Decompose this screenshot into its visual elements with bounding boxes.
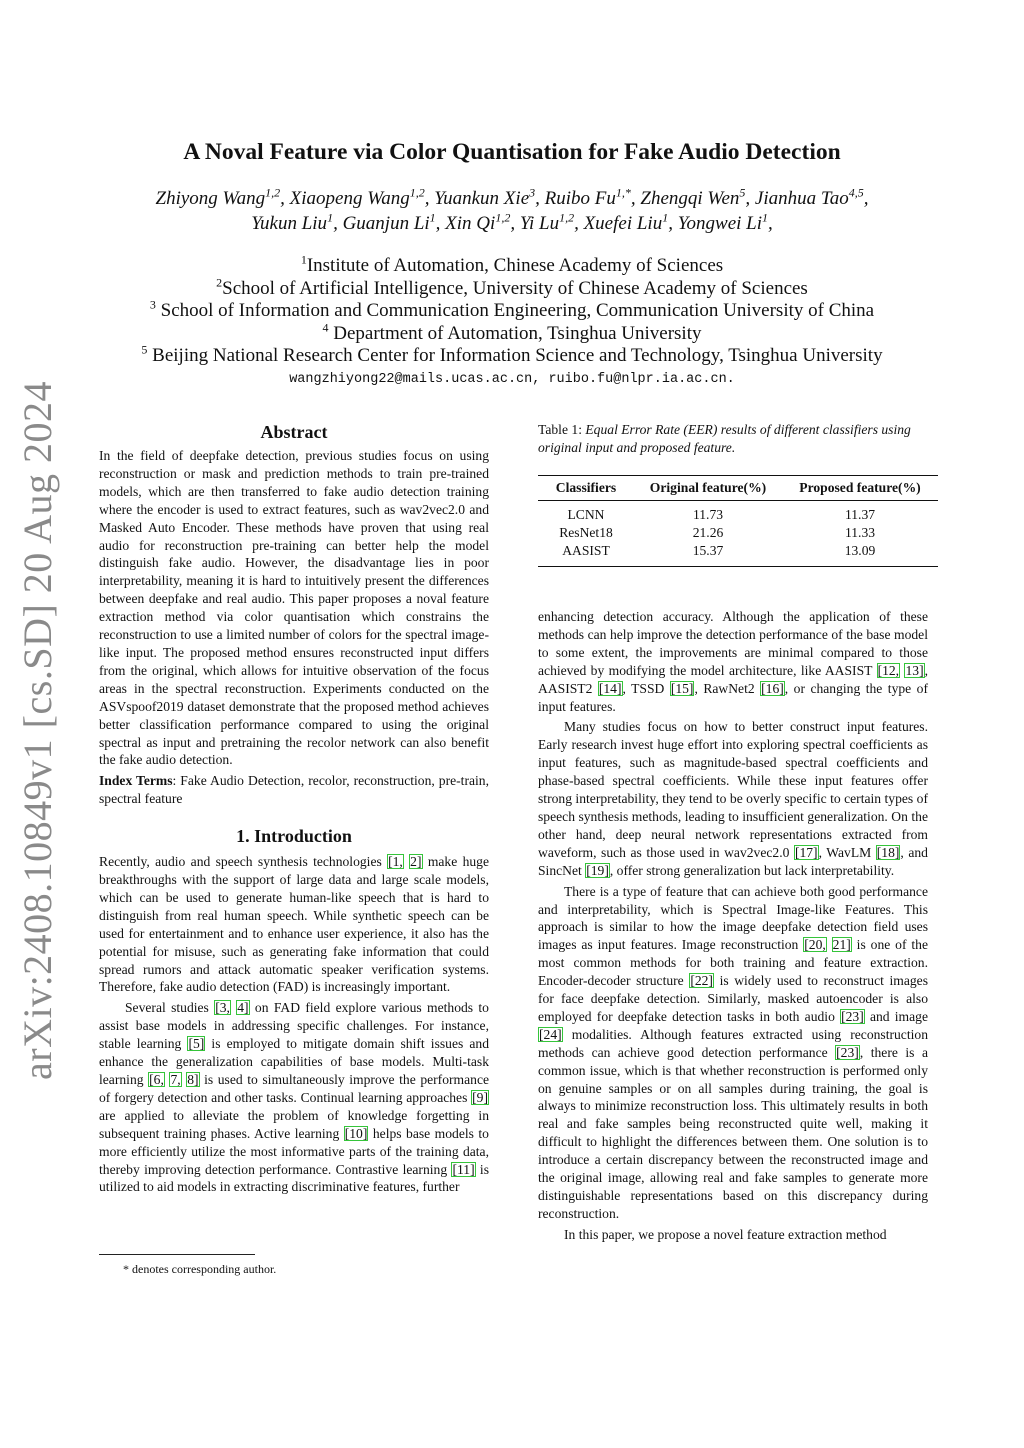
table-caption-label: Table 1: [538, 422, 586, 437]
right-column [538, 608, 928, 1244]
intro-paragraph-5: There is a type of feature that can achieve both good performance and interpretability, which is Spectral Image-like Features. This approach is similar to how the image deepfake detection field uses images as input features. Image reconstruction [20, 21] is one of the most common methods for both training and feature extraction. Encoder-decoder structure [22] is widely used to reconstruct images for face deepfake detection. Similarly, masked autoencoder is also employed for deepfake detection tasks in both audio [23] and image [24] modalities. Although features extracted using reconstruction methods can achieve good detection performance [23], there is a common issue, which is that whether reconstruction is performed only on genuine samples or on all samples during training, the goal is always to minimize reconstruction loss. This ultimately results in both real and fake samples being reconstructed quite well, making it difficult to highlight the differences between them. One solution is to introduce a certain discrepancy between the reconstructed image and the original image, allowing real and fake samples to generate more distinguishable representations based on this discrepancy during reconstruction. [538, 883, 928, 1221]
left-column [99, 421, 489, 1196]
footnote: * denotes corresponding author. [123, 1262, 277, 1276]
affiliation-text: Department of Automation, Tsinghua University [328, 322, 702, 344]
affiliation-line [60, 252, 964, 278]
affiliation-mark: 3 [149, 297, 156, 312]
author-affiliation-mark: 1,2 [495, 210, 511, 225]
intro-paragraph-1: Recently, audio and speech synthesis technologies [1, 2] make huge breakthroughs with the support of large data and large scale models, which can be used to generate human-like speech that is hard to distinguish from real human speech. While synthetic speech can be used for entertainment and to enhance user experience, it also has the potential for misuse, such as generating fake information that could spread rumors and attack automatic speaker verification systems. Therefore, fake audio detection (FAD) is increasingly important. [99, 854, 489, 995]
citation-link[interactable]: [10] [344, 1125, 368, 1141]
author-affiliation-mark: 1 [762, 210, 769, 225]
author-list [80, 186, 944, 236]
citation-link[interactable]: 4] [237, 1000, 249, 1016]
contact-emails: wangzhiyong22@mails.ucas.ac.cn, ruibo.fu@nlpr.ia.ac.cn. [289, 372, 735, 387]
affiliation-list [60, 252, 964, 368]
citation-link[interactable]: [11] [452, 1161, 475, 1177]
author-affiliation-mark: 4,5 [848, 185, 864, 200]
author-name: Xuefei Liu [583, 213, 663, 234]
intro-paragraph-6: In this paper, we propose a novel feature extraction method [564, 1226, 887, 1242]
citation-link[interactable]: [16] [761, 680, 784, 696]
affiliation-mark: 2 [216, 275, 223, 290]
author-affiliation-mark: 1,2 [559, 210, 575, 225]
author-affiliation-mark: 1 [662, 210, 669, 225]
author-name: Yi Lu [519, 213, 560, 234]
affiliation-text: Institute of Automation, Chinese Academy of Sciences [306, 255, 724, 276]
table-cell: 11.37 [844, 507, 876, 522]
citation-link[interactable]: [9] [472, 1089, 488, 1105]
author-name: Jianhua Tao [754, 188, 849, 209]
author-affiliation-mark: 1 [429, 210, 436, 225]
eer-results-table [538, 475, 938, 567]
table-header-cell: Classifiers [555, 480, 617, 495]
table-row [538, 524, 938, 542]
author-name: Guanjun Li [342, 213, 430, 234]
table-header-cell: Original feature(%) [649, 480, 767, 495]
author-line-2: Yukun Liu$^1$, Guanjun Li$^1$, Xin Qi$^{1,2}$, Yi Lu$^{1,2}$, Xuefei Liu$^1$, Yongwei Li$^1$, [251, 210, 773, 234]
table-header-row [538, 476, 938, 501]
author-name: Zhiyong Wang [155, 188, 266, 209]
index-terms-label: Index Terms [99, 773, 173, 789]
table-header-cell: Proposed feature(%) [799, 480, 921, 495]
table-row [538, 501, 938, 525]
citation-link[interactable]: [15] [670, 680, 694, 696]
citation-link[interactable]: 7, [170, 1072, 181, 1087]
author-affiliation-mark: 5 [739, 185, 746, 200]
author-affiliation-mark: 1,* [615, 185, 631, 200]
affiliation-mark: 5 [141, 343, 148, 358]
affiliation-mark: 4 [322, 320, 329, 335]
intro-paragraph-3: enhancing detection accuracy. Although the application of these methods can help improve the detection performance of the base model to some extent, the improvements are minimal compared to those achieved by modifying the model architecture, like AASIST [12, 13], AASIST2 [14], TSSD [15], RawNet2 [16], or changing the type of input features. [538, 609, 928, 714]
table-cell: 11.73 [692, 507, 724, 522]
citation-link[interactable]: [24] [539, 1026, 562, 1042]
affiliation-text: School of Artificial Intelligence, University of Chinese Academy of Sciences [222, 277, 808, 299]
affiliation-text: School of Information and Communication Engineering, Communication University of China [155, 300, 875, 322]
table-caption-text: Equal Error Rate (EER) results of different classifiers using original input and proposed feature. [538, 422, 911, 455]
citation-link[interactable]: [17] [794, 844, 818, 860]
intro-paragraph-2: Several studies [3, 4] on FAD field explore various methods to assist base models in addressing specific challenges. For instance, stable learning [5] is employed to mitigate domain shift issues and enhance the generalization capabilities of base models. Multi-task learning [6, 7, 8] is used to simultaneously improve the performance of forgery detection and other tasks. Continual learning approaches [9] are applied to alleviate the problem of knowledge forgetting in subsequent training phases. Active learning [10] helps base models to more efficiently utilize the most informative parts of the training data, thereby improving detection performance. Contrastive learning [11] is utilized to aid models in extracting discriminative features, further [99, 1000, 490, 1195]
author-name: Yongwei Li [677, 213, 763, 234]
table-row [538, 542, 938, 567]
author-name: Zhengqi Wen [640, 188, 740, 209]
citation-link[interactable]: 8] [187, 1072, 199, 1087]
table-cell: LCNN [567, 507, 605, 522]
paper-title: A Noval Feature via Color Quantisation for Fake Audio Detection [183, 139, 841, 165]
table-cell: ResNet18 [559, 525, 613, 540]
author-affiliation-mark: 3 [529, 185, 536, 200]
footnote-rule [99, 1254, 255, 1255]
affiliation-line [60, 275, 964, 301]
citation-link[interactable]: [23] [841, 1008, 864, 1024]
table-cell: 21.26 [692, 525, 724, 540]
citation-link[interactable]: 21] [832, 937, 851, 953]
author-name: Yuankun Xie [434, 188, 530, 209]
citation-link[interactable]: [14] [598, 680, 622, 696]
author-name: Xin Qi [445, 213, 496, 234]
citation-link[interactable]: [20, [804, 937, 826, 953]
citation-link[interactable]: 2] [410, 854, 422, 870]
table-cell: 13.09 [844, 543, 876, 558]
table-cell: 15.37 [692, 543, 724, 558]
affiliation-line [60, 345, 964, 368]
abstract-body: In the field of deepfake detection, previous studies focus on using reconstruction or mask and prediction methods to train pre-trained models, which are then transferred to fake audio detection training where the encoder is used to extract features, such as wav2vec2.0 and Masked Auto Encoder. These methods have proven that using real audio for reconstruction pre-training can better help the model distinguish fake audio. However, the disadvantage lies in poor interpretability, meaning it is hard to intuitively present the differences between deepfake and real audio. This paper proposes a noval feature extraction method via color quantisation which constrains the reconstruction to use a limited number of colors for the spectral image-like input. The proposed method ensures reconstructed input differs from the original, which allows for intuitive observation of the focus areas in the spectral reconstruction. Experiments conducted on the ASVspoof2019 dataset demonstrate that the proposed method achieves better classification performance compared to using the original spectral as input and pretraining the recolor network can also benefit the fake audio detection. [99, 448, 489, 768]
author-line-1: Zhiyong Wang$^{1,2}$, Xiaopeng Wang$^{1,2}$, Yuankun Xie$^3$, Ruibo $Fu^{1,*}$, Zhengqi Wen$^5$, Jianhua Tao$^{4,5}$, [155, 185, 869, 209]
index-terms [99, 772, 489, 808]
citation-link[interactable]: [22] [690, 973, 713, 989]
citation-link[interactable]: 13] [905, 662, 924, 678]
affiliation-line [60, 320, 964, 346]
author-affiliation-mark: 1,2 [409, 185, 425, 200]
affiliation-text: Beijing National Research Center for Information Science and Technology, Tsinghua University [147, 345, 883, 367]
table-cell: AASIST [562, 543, 610, 558]
author-name: Yukun Liu [251, 213, 328, 234]
author-name: Xiaopeng Wang [289, 188, 410, 209]
citation-link[interactable]: [18] [876, 844, 900, 860]
index-terms-text: : Fake Audio Detection, recolor, reconstruction, pre-train, spectral feature [99, 773, 489, 807]
citation-link[interactable]: [23] [836, 1044, 859, 1060]
citation-link[interactable]: [19] [586, 862, 609, 878]
affiliation-line [60, 297, 964, 323]
citation-link[interactable]: [1, [388, 854, 403, 870]
arxiv-identifier: arXiv:2408.10849v1 [cs.SD] 20 Aug 2024 [15, 381, 60, 1080]
author-name: Ruibo Fu [544, 188, 616, 209]
citation-link[interactable]: [3, [215, 1000, 230, 1016]
author-affiliation-mark: 1 [327, 210, 334, 225]
citation-link[interactable]: [5] [188, 1036, 205, 1052]
table-caption [538, 421, 938, 457]
citation-link[interactable]: [6, [149, 1072, 164, 1087]
table-cell: 11.33 [844, 525, 876, 540]
introduction-heading: 1. Introduction [236, 826, 352, 847]
citation-link[interactable]: [12, [877, 662, 900, 678]
author-affiliation-mark: 1,2 [265, 185, 281, 200]
intro-paragraph-4: Many studies focus on how to better construct input features. Early research invest huge effort into exploring spectral coefficients as input features, such as magnitude-based spectral coefficients and phase-based spectral coefficients. While these input features offer strong interpretability, they tend to be overly specific to certain types of speech synthesis methods, leading to insufficient generalization. On the other hand, deep neural network representations extracted from waveform, such as those used in wav2vec2.0 [17], WavLM [18], and SincNet [19], offer strong generalization but lack interpretability. [538, 719, 928, 878]
affiliation-mark: 1 [300, 252, 307, 267]
abstract-heading: Abstract [260, 422, 328, 442]
